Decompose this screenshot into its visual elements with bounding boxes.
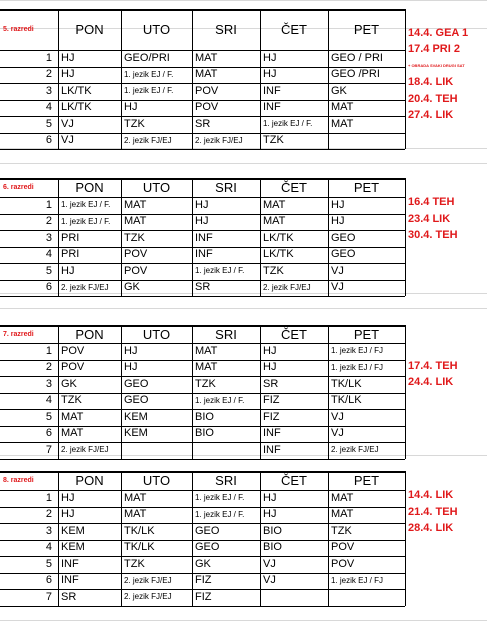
grid-vline xyxy=(328,471,329,606)
subject-cell: TZK xyxy=(195,377,216,390)
subject-cell: POV xyxy=(331,541,355,554)
grid-hline xyxy=(0,360,405,361)
lesson-number: 2 xyxy=(45,508,52,521)
subject-cell: HJ xyxy=(331,215,345,228)
subject-cell: HJ xyxy=(263,68,277,81)
lesson-number: 1 xyxy=(45,491,52,504)
subject-cell: GEO xyxy=(331,231,356,244)
lesson-number: 3 xyxy=(45,84,52,97)
subject-cell: TZK xyxy=(124,117,145,130)
grid-hline xyxy=(0,507,405,508)
lesson-number: 6 xyxy=(45,574,52,587)
grid-hline xyxy=(0,50,405,51)
subject-cell: SR xyxy=(195,281,211,294)
day-header: PET xyxy=(353,22,380,37)
lesson-number: 7 xyxy=(45,443,52,456)
grid-hline xyxy=(0,9,405,11)
lesson-number: 6 xyxy=(45,281,52,294)
subject-cell: PRI xyxy=(61,231,80,244)
subject-cell: TZK xyxy=(124,557,145,570)
subject-cell: 2. jezik FJ/EJ xyxy=(124,592,172,602)
subject-cell: MAT xyxy=(195,344,218,357)
grid-vline xyxy=(192,325,193,459)
exam-note: 24.4. LIK xyxy=(408,376,454,389)
grid-vline xyxy=(58,9,59,149)
subject-cell: 1. jezik EJ / F. xyxy=(195,395,245,405)
exam-note: 17.4 PRI 2 xyxy=(408,43,460,56)
grid-vline xyxy=(121,178,122,296)
subject-cell: MAT xyxy=(263,215,286,228)
subject-cell: GEO xyxy=(124,394,149,407)
grid-hline xyxy=(0,376,405,377)
subject-cell: LK/TK xyxy=(263,248,294,261)
subject-cell: INF xyxy=(195,231,213,244)
day-header: PET xyxy=(353,180,380,195)
subject-cell xyxy=(328,133,405,150)
grid-hline xyxy=(0,620,487,621)
grid-hline xyxy=(0,490,405,491)
grid-vline xyxy=(260,178,261,296)
day-header: PON xyxy=(75,473,104,488)
subject-cell: FIZ xyxy=(195,574,212,587)
grid-hline xyxy=(0,149,405,150)
subject-cell: INF xyxy=(263,443,281,456)
grid-hline xyxy=(0,263,405,264)
grid-hline xyxy=(0,83,405,84)
subject-cell: BIO xyxy=(195,410,214,423)
grid-hline xyxy=(0,178,405,180)
subject-cell xyxy=(328,589,405,606)
day-header: PON xyxy=(75,326,104,342)
subject-cell: KEM xyxy=(124,410,148,423)
grid-hline xyxy=(0,606,405,607)
grid-vline xyxy=(58,471,59,606)
subject-cell: VJ xyxy=(61,117,74,130)
day-header: ČET xyxy=(281,473,307,488)
grid-vline xyxy=(192,471,193,606)
subject-cell: INF xyxy=(195,248,213,261)
day-header: UTO xyxy=(142,473,171,488)
lesson-number: 3 xyxy=(45,524,52,537)
lesson-number: 5 xyxy=(45,557,52,570)
subject-cell: HJ xyxy=(195,215,209,228)
subject-cell: POV xyxy=(124,248,148,261)
subject-cell: 1. jezik EJ / F. xyxy=(195,493,245,503)
subject-cell: GK xyxy=(331,84,347,97)
grid-hline xyxy=(0,247,405,248)
subject-cell: BIO xyxy=(263,541,282,554)
subject-cell: POV xyxy=(195,84,219,97)
subject-cell: MAT xyxy=(124,198,147,211)
lesson-number: 6 xyxy=(45,427,52,440)
subject-cell: FIZ xyxy=(263,410,280,423)
subject-cell: TZK xyxy=(124,231,145,244)
grid-hline xyxy=(0,471,405,473)
subject-cell: HJ xyxy=(61,508,75,521)
subject-cell: MAT xyxy=(195,68,218,81)
subject-cell: TZK xyxy=(61,394,82,407)
subject-cell: MAT xyxy=(124,215,147,228)
exam-note: 17.4. TEH xyxy=(408,359,458,372)
subject-cell: HJ xyxy=(61,491,75,504)
subject-cell: HJ xyxy=(124,344,138,357)
subject-cell: VJ xyxy=(331,264,344,277)
grid-vline xyxy=(328,178,329,296)
subject-cell: LK/TK xyxy=(61,84,92,97)
subject-cell: HJ xyxy=(61,68,75,81)
subject-cell: HJ xyxy=(263,51,277,64)
subject-cell: POV xyxy=(124,264,148,277)
grid-hline xyxy=(0,67,405,68)
subject-cell: GEO xyxy=(195,541,220,554)
grid-hline xyxy=(0,116,405,117)
subject-cell: HJ xyxy=(195,198,209,211)
subject-cell: MAT xyxy=(331,491,354,504)
day-header: SRI xyxy=(215,22,237,37)
subject-cell: MAT xyxy=(124,491,147,504)
grid-vline xyxy=(260,471,261,606)
subject-cell: VJ xyxy=(331,281,344,294)
subject-cell: HJ xyxy=(124,361,138,374)
subject-cell: VJ xyxy=(61,134,74,147)
day-header: SRI xyxy=(215,326,237,342)
subject-cell: GK xyxy=(195,557,211,570)
lesson-number: 6 xyxy=(45,134,52,147)
grid-hline xyxy=(0,393,405,394)
subject-cell: SR xyxy=(263,377,279,390)
subject-cell: MAT xyxy=(61,427,84,440)
grid-vline xyxy=(192,178,193,296)
subject-cell: MAT xyxy=(331,508,354,521)
grid-hline xyxy=(0,523,405,524)
subject-cell: HJ xyxy=(61,51,75,64)
subject-cell: MAT xyxy=(195,51,218,64)
grid-hline xyxy=(0,308,487,309)
subject-cell: BIO xyxy=(195,427,214,440)
grid-vline xyxy=(58,325,59,459)
subject-cell: MAT xyxy=(331,101,354,114)
grid-vline xyxy=(192,9,193,149)
grid-vline xyxy=(58,178,59,296)
lesson-number: 4 xyxy=(45,101,52,114)
subject-cell: KEM xyxy=(61,541,85,554)
grid-hline xyxy=(0,214,405,215)
subject-cell: GEO xyxy=(195,524,220,537)
grid-hline xyxy=(0,589,405,590)
exam-note: + OBRADA SVAKI DRUGI SAT xyxy=(408,63,465,69)
exam-note: 20.4. TEH xyxy=(408,92,458,105)
day-header: ČET xyxy=(281,22,307,37)
subject-cell: SR xyxy=(61,590,77,603)
subject-cell: KEM xyxy=(124,427,148,440)
subject-cell: 1. jezik EJ / FJ xyxy=(331,575,384,585)
subject-cell: INF xyxy=(263,427,281,440)
subject-cell: HJ xyxy=(263,508,277,521)
grid-vline xyxy=(405,178,406,296)
subject-cell: HJ xyxy=(263,491,277,504)
grid-hline xyxy=(0,325,405,327)
grid-vline xyxy=(328,9,329,149)
lesson-number: 7 xyxy=(45,590,52,603)
exam-note: 14.4. LIK xyxy=(408,489,454,502)
subject-cell: 2. jezik FJ/EJ xyxy=(124,135,172,145)
day-header: ČET xyxy=(281,326,307,342)
subject-cell: POV xyxy=(331,557,355,570)
subject-cell: 1. jezik EJ / F. xyxy=(61,200,111,210)
subject-cell xyxy=(260,589,328,606)
lesson-number: 3 xyxy=(45,231,52,244)
subject-cell: POV xyxy=(61,361,85,374)
day-header: PET xyxy=(353,473,380,488)
subject-cell: VJ xyxy=(331,410,344,423)
subject-cell: 2. jezik FJ/EJ xyxy=(331,445,379,455)
exam-note: 28.4. LIK xyxy=(408,522,454,535)
grid-hline xyxy=(0,573,405,574)
subject-cell: GEO / PRI xyxy=(331,51,383,64)
subject-cell: GK xyxy=(124,281,140,294)
subject-cell: 2. jezik FJ/EJ xyxy=(61,282,109,292)
subject-cell: BIO xyxy=(263,524,282,537)
subject-cell: TZK xyxy=(263,134,284,147)
subject-cell: HJ xyxy=(263,344,277,357)
day-header: PON xyxy=(75,22,104,37)
grid-hline xyxy=(0,197,405,198)
grid-vline xyxy=(405,325,406,459)
subject-cell: HJ xyxy=(124,101,138,114)
subject-cell xyxy=(192,442,260,459)
subject-cell: 1. jezik EJ / FJ xyxy=(331,362,384,372)
subject-cell: POV xyxy=(195,101,219,114)
grid-hline xyxy=(0,133,405,134)
class-label: 7. razredi xyxy=(3,330,34,338)
grid-hline xyxy=(0,343,405,344)
subject-cell: 1. jezik EJ / F. xyxy=(124,86,174,96)
exam-note: 21.4. TEH xyxy=(408,505,458,518)
subject-cell: HJ xyxy=(61,264,75,277)
subject-cell: INF xyxy=(61,557,79,570)
subject-cell: POV xyxy=(61,344,85,357)
subject-cell: TK/LK xyxy=(331,377,362,390)
subject-cell: HJ xyxy=(331,198,345,211)
subject-cell: TZK xyxy=(263,264,284,277)
subject-cell: MAT xyxy=(263,198,286,211)
day-header: ČET xyxy=(281,180,307,195)
subject-cell: SR xyxy=(195,117,211,130)
subject-cell: INF xyxy=(61,574,79,587)
lesson-number: 5 xyxy=(45,264,52,277)
lesson-number: 3 xyxy=(45,377,52,390)
grid-hline xyxy=(0,426,405,427)
grid-hline xyxy=(0,556,405,557)
subject-cell: PRI xyxy=(61,248,80,261)
subject-cell: 1. jezik EJ / FJ xyxy=(331,346,384,356)
lesson-number: 4 xyxy=(45,248,52,261)
day-header: SRI xyxy=(215,473,237,488)
lesson-number: 4 xyxy=(45,541,52,554)
grid-hline xyxy=(0,459,405,460)
grid-vline xyxy=(328,325,329,459)
subject-cell: VJ xyxy=(263,574,276,587)
subject-cell: GEO xyxy=(124,377,149,390)
subject-cell: TK/LK xyxy=(124,524,155,537)
day-header: UTO xyxy=(142,22,171,37)
subject-cell: 2. jezik FJ/EJ xyxy=(124,575,172,585)
lesson-number: 4 xyxy=(45,394,52,407)
subject-cell: GEO/PRI xyxy=(124,51,170,64)
subject-cell: 1. jezik EJ / F. xyxy=(195,509,245,519)
class-label: 6. razredi xyxy=(3,184,34,191)
grid-hline xyxy=(0,0,487,1)
day-header: PET xyxy=(353,326,380,342)
lesson-number: 2 xyxy=(45,68,52,81)
subject-cell: 1. jezik EJ / F. xyxy=(263,119,313,129)
subject-cell: 2. jezik FJ/EJ xyxy=(61,445,109,455)
grid-hline xyxy=(0,163,487,164)
lesson-number: 2 xyxy=(45,215,52,228)
subject-cell: KEM xyxy=(61,524,85,537)
subject-cell: MAT xyxy=(331,117,354,130)
subject-cell: 2. jezik FJ/EJ xyxy=(195,135,243,145)
subject-cell: GEO xyxy=(331,248,356,261)
grid-vline xyxy=(405,471,406,606)
grid-hline xyxy=(0,409,405,410)
lesson-number: 2 xyxy=(45,361,52,374)
lesson-number: 1 xyxy=(45,344,52,357)
class-label: 8. razredi xyxy=(3,477,34,484)
subject-cell: INF xyxy=(263,84,281,97)
subject-cell: VJ xyxy=(331,427,344,440)
subject-cell: 1. jezik EJ / F. xyxy=(61,216,111,226)
subject-cell: 1. jezik EJ / F. xyxy=(124,69,174,79)
grid-vline xyxy=(121,9,122,149)
lesson-number: 5 xyxy=(45,117,52,130)
exam-note: 27.4. LIK xyxy=(408,109,454,122)
grid-vline xyxy=(405,9,406,149)
grid-hline xyxy=(0,540,405,541)
subject-cell: VJ xyxy=(263,557,276,570)
day-header: UTO xyxy=(142,180,171,195)
grid-hline xyxy=(0,230,405,231)
subject-cell: MAT xyxy=(195,361,218,374)
day-header: SRI xyxy=(215,180,237,195)
lesson-number: 1 xyxy=(45,198,52,211)
lesson-number: 1 xyxy=(45,51,52,64)
grid-hline xyxy=(0,442,405,443)
subject-cell: HJ xyxy=(263,361,277,374)
grid-vline xyxy=(260,325,261,459)
exam-note: 14.4. GEA 1 xyxy=(408,26,469,39)
subject-cell: MAT xyxy=(124,508,147,521)
subject-cell: GEO /PRI xyxy=(331,68,380,81)
day-header: UTO xyxy=(142,326,171,342)
subject-cell: TK/LK xyxy=(331,394,362,407)
day-header: PON xyxy=(75,180,104,195)
grid-vline xyxy=(121,471,122,606)
grid-hline xyxy=(0,100,405,101)
grid-hline xyxy=(0,296,405,297)
subject-cell: MAT xyxy=(61,410,84,423)
class-label: 5. razredi xyxy=(3,26,34,33)
subject-cell: LK/TK xyxy=(61,101,92,114)
subject-cell: 2. jezik FJ/EJ xyxy=(263,282,311,292)
grid-vline xyxy=(260,9,261,149)
exam-note: 18.4. LIK xyxy=(408,76,454,89)
subject-cell xyxy=(121,442,192,459)
subject-cell: TZK xyxy=(331,524,352,537)
subject-cell: LK/TK xyxy=(263,231,294,244)
exam-note: 30.4. TEH xyxy=(408,229,458,242)
subject-cell: FIZ xyxy=(263,394,280,407)
lesson-number: 5 xyxy=(45,410,52,423)
subject-cell: FIZ xyxy=(195,590,212,603)
grid-hline xyxy=(0,280,405,281)
subject-cell: TK/LK xyxy=(124,541,155,554)
subject-cell: INF xyxy=(263,101,281,114)
exam-note: 16.4 TEH xyxy=(408,196,455,209)
subject-cell: GK xyxy=(61,377,77,390)
subject-cell: 1. jezik EJ / F. xyxy=(195,266,245,276)
grid-vline xyxy=(121,325,122,459)
exam-note: 23.4 LIK xyxy=(408,212,451,225)
